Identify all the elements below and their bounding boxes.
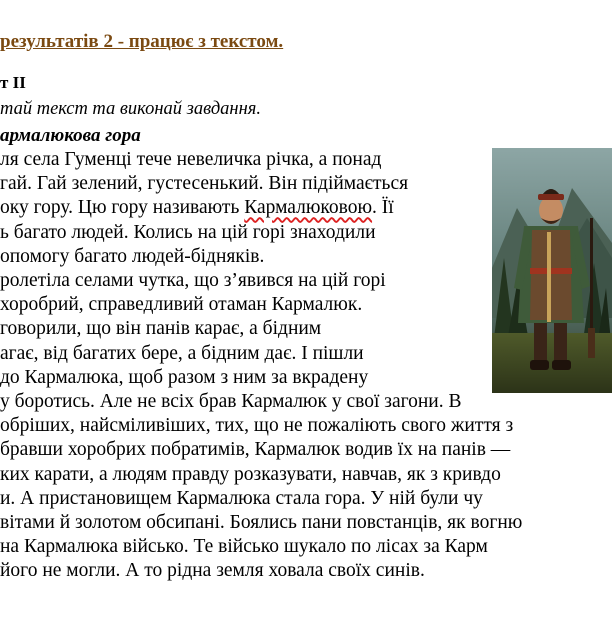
text-line-content: обріших, найсміливіших, тих, що не пожаліють свого життя з xyxy=(0,415,514,437)
text-line xyxy=(0,511,522,535)
text-line xyxy=(0,438,510,462)
text-line-content: говорили, що він панів карає, а бідним xyxy=(0,318,322,340)
text-line xyxy=(0,535,488,559)
text-line-content: оку гору. Цю гору називають xyxy=(0,197,245,219)
text-line xyxy=(0,172,408,196)
text-line xyxy=(0,196,394,220)
text-line xyxy=(0,293,362,317)
text-line-content: у боротись. Але не всіх брав Кармалюк у свої загони. В xyxy=(0,391,462,412)
text-line-content: ь багато людей. Колись на цій горі знаходили xyxy=(0,221,376,243)
text-line xyxy=(0,463,501,487)
text-line xyxy=(0,342,364,366)
text-line xyxy=(0,317,321,341)
text-line-content: опомогу багато людей-бідняків. xyxy=(0,245,265,267)
text-line-content: ких карати, а людям правду розказувати, навчав, як з кривдо xyxy=(0,463,501,485)
text-line xyxy=(0,559,425,583)
text-line-content: ля села Гуменці тече невеличка річка, а понад xyxy=(0,149,382,170)
text-line-content: його не могли. А то рідна земля ховала своїх синів. xyxy=(0,560,425,582)
text-line-content: на Кармалюка військо. Те військо шукало по лісах за Карм xyxy=(0,536,488,558)
text-line xyxy=(0,414,513,438)
cossack-illustration-icon xyxy=(492,148,612,393)
text-line-content: . Її xyxy=(372,197,394,219)
text-line-content: ролетіла селами чутка, що з’явився на цій горі xyxy=(0,270,386,291)
text-line xyxy=(0,390,462,414)
text-line xyxy=(0,366,368,390)
text-line-content: до Кармалюка, щоб разом з ним за вкрадену xyxy=(0,366,369,388)
story-title: армалюкова гора xyxy=(0,125,141,146)
text-line-content: хоробрий, справедливий отаман Кармалюк. xyxy=(0,294,363,316)
task-heading: результатів 2 - працює з текстом. xyxy=(0,31,284,52)
instruction-text: тай текст та виконай завдання. xyxy=(0,99,262,119)
text-line xyxy=(0,269,386,293)
text-line-content: агає, від багатих бере, а бідним дає. І пішли xyxy=(0,342,364,364)
section-label: т II xyxy=(0,73,26,92)
text-line xyxy=(0,487,483,511)
text-line-content: вітами й золотом обсипані. Боялись пани повстанців, як вогню xyxy=(0,512,523,533)
spellcheck-word[interactable]: Кармалюковою xyxy=(244,197,373,219)
text-line-content: бравши хоробрих побратимів, Кармалюк водив їх на панів — xyxy=(0,439,511,461)
text-line-content: гай. Гай зелений, густесенький. Він підіймається xyxy=(0,173,409,195)
text-line xyxy=(0,245,264,269)
text-line-content: и. А пристановищем Кармалюка стала гора. У ній були чу xyxy=(0,487,483,509)
text-line xyxy=(0,148,381,172)
text-line xyxy=(0,221,376,245)
